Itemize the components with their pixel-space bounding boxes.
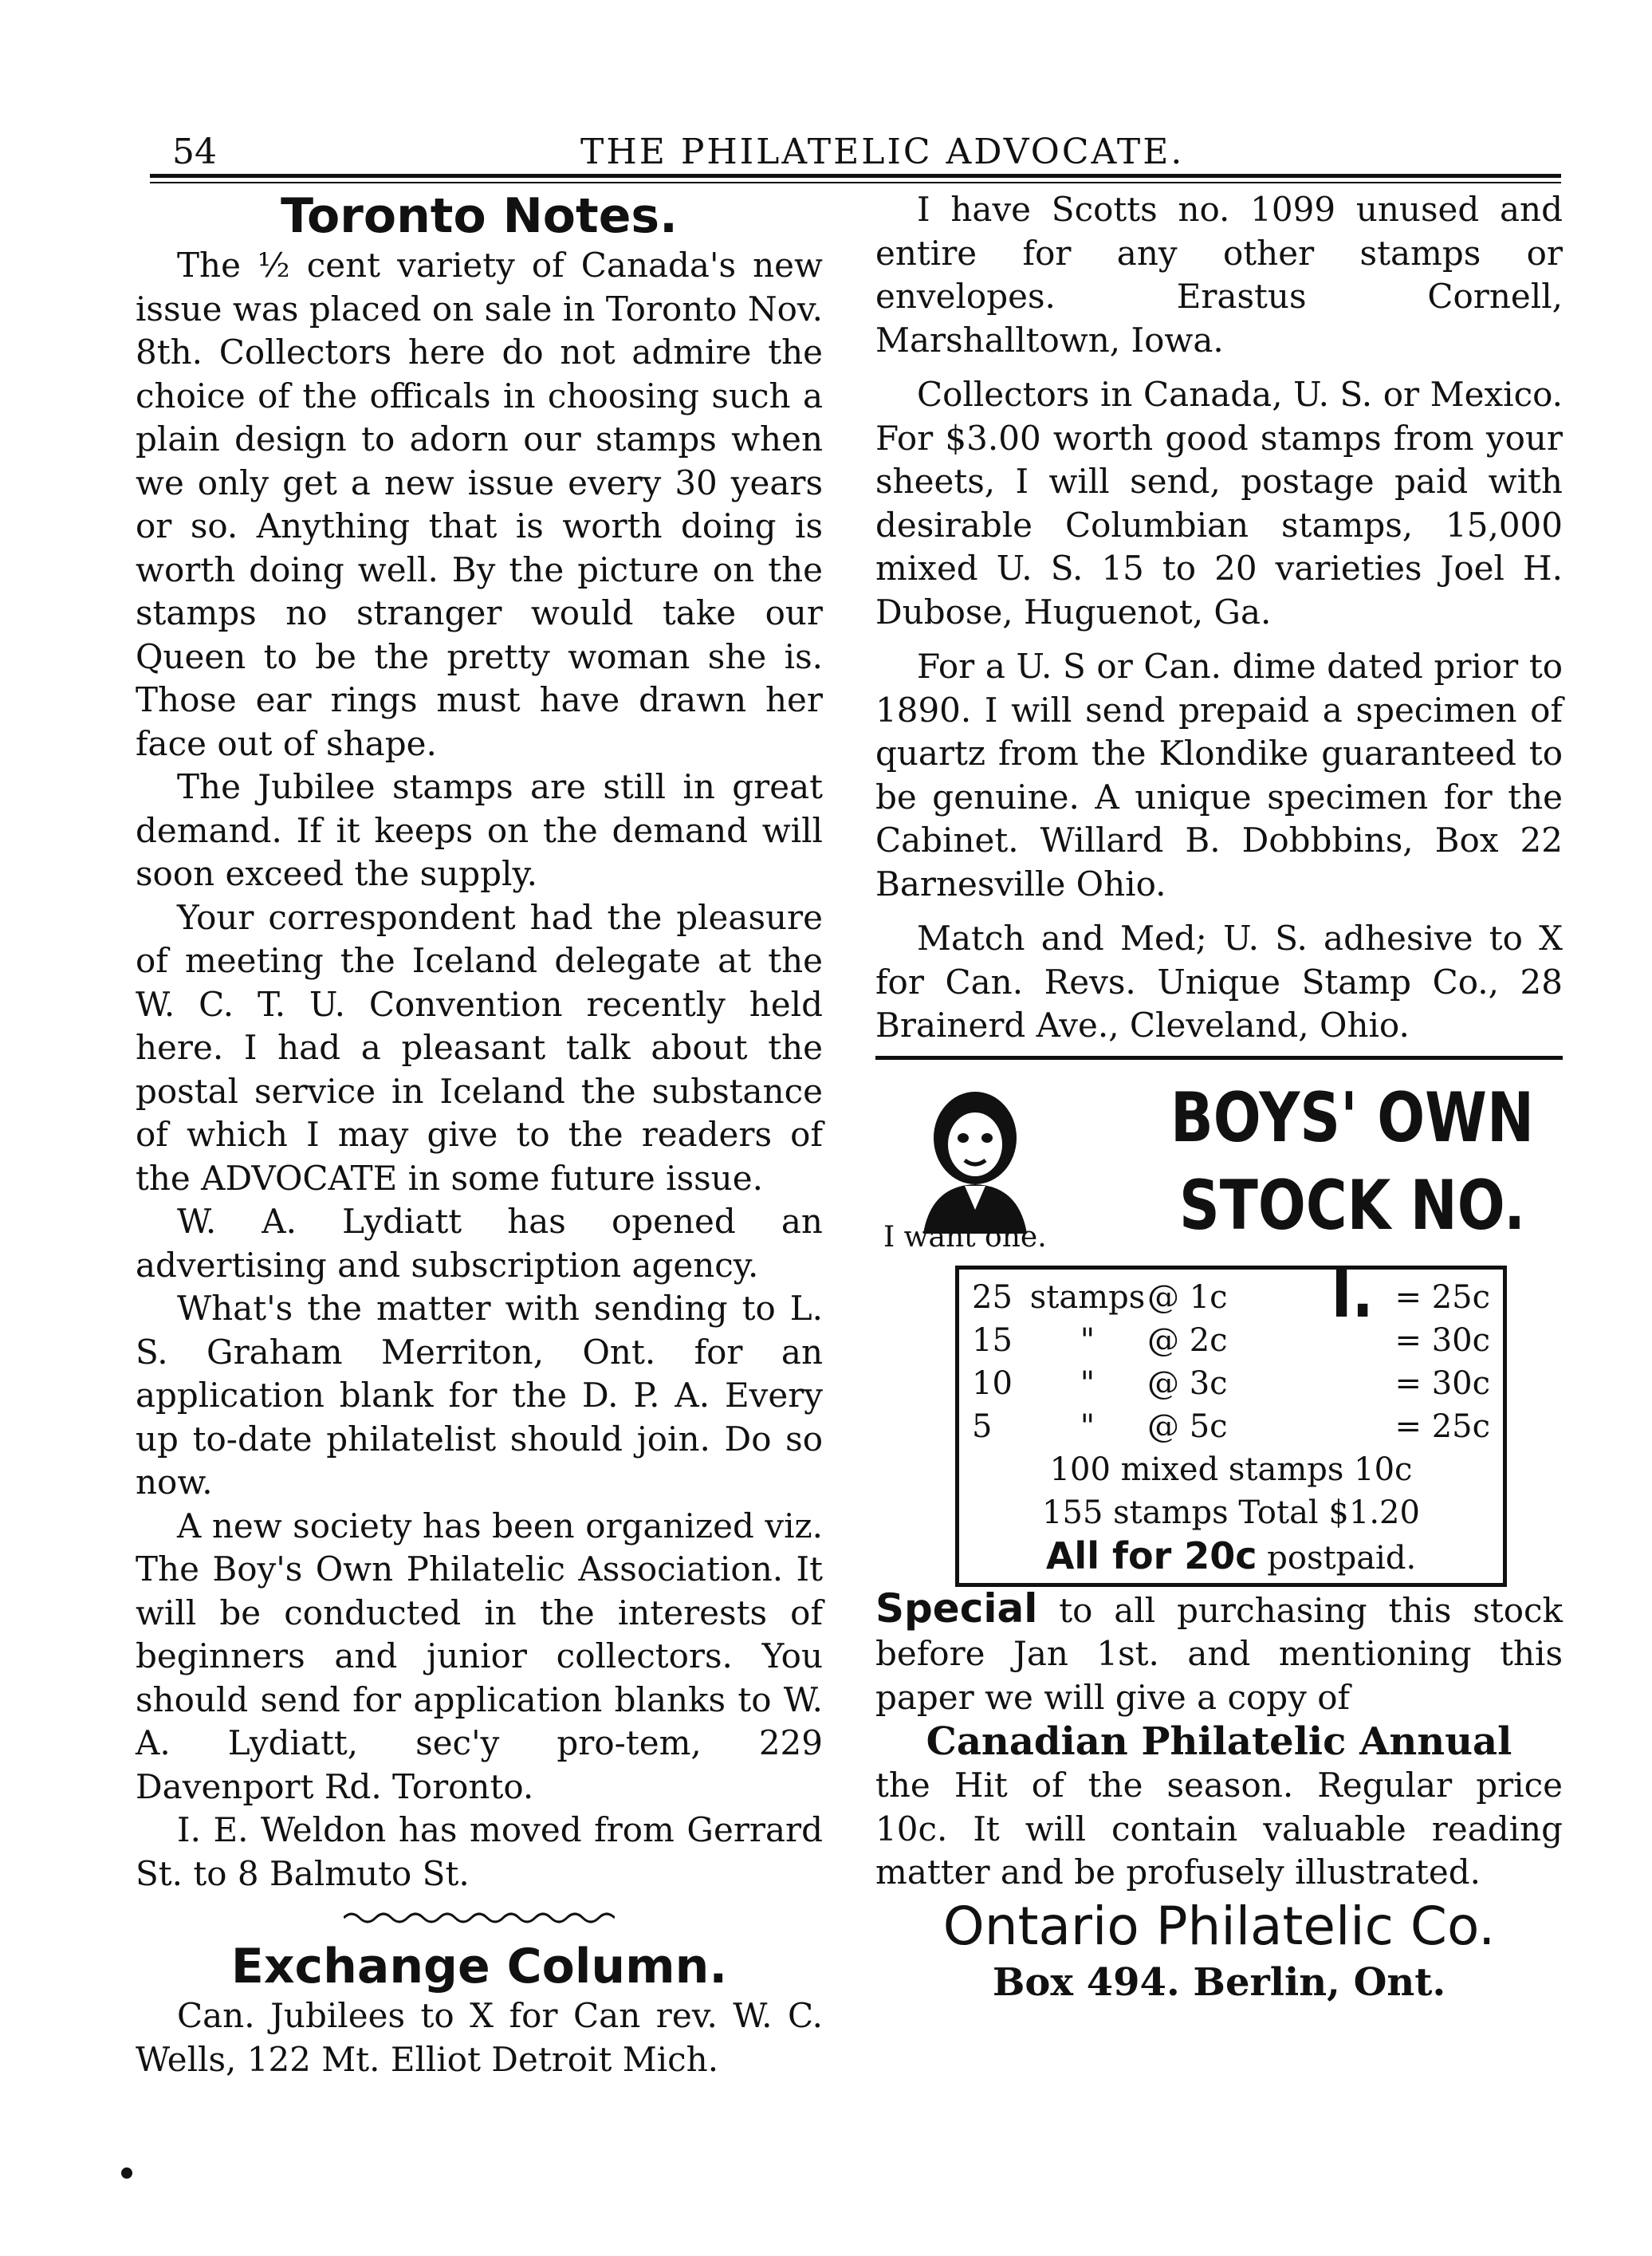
qty-cell: 15 — [972, 1321, 1013, 1359]
classified-ad: Match and Med; U. S. adhesive to X for Can. Revs. Unique Stamp Co., 28 Brainerd Ave., Cleveland, Ohio. — [875, 919, 1563, 1045]
special-text: to all purchasing this stock before Jan 1st. and mentioning this paper we will give a copy of — [875, 1590, 1564, 1717]
table-row — [972, 1534, 1490, 1580]
table-row — [972, 1448, 1490, 1491]
price-cell: @ 3c — [1147, 1364, 1228, 1402]
paragraph: Can. Jubilees to X for Can rev. W. C. Wells, 122 Mt. Elliot Detroit Mich. — [136, 1996, 823, 2079]
table-row — [972, 1405, 1490, 1448]
boys-own-line: BOYS' OWN — [1170, 1077, 1534, 1158]
wavy-divider — [136, 1907, 823, 1931]
qty-cell: 5 — [972, 1408, 993, 1445]
word-cell: " — [1080, 1321, 1095, 1359]
portrait-caption: I want one. — [883, 1220, 1047, 1254]
special-offer — [875, 1587, 1563, 1720]
word-cell: stamps — [1029, 1278, 1146, 1316]
qty-cell: 10 — [972, 1364, 1013, 1402]
total-row: 155 stamps Total $1.20 — [1042, 1494, 1420, 1531]
qty-cell: 25 — [972, 1278, 1013, 1316]
company-address: Box 494. Berlin, Ont. — [992, 1959, 1446, 2005]
table-row — [972, 1491, 1490, 1534]
running-title: THE PHILATELIC ADVOCATE. — [580, 132, 1185, 172]
total-cell: = 30c — [1394, 1321, 1490, 1359]
total-cell: = 25c — [1394, 1408, 1490, 1445]
toronto-notes-heading: Toronto Notes. — [281, 188, 678, 244]
ink-dot — [121, 2167, 132, 2179]
paragraph: I. E. Weldon has moved from Gerrard St. to 8 Balmuto St. — [136, 1810, 823, 1893]
company-name: Ontario Philatelic Co. — [942, 1895, 1496, 1957]
exchange-column-heading: Exchange Column. — [230, 1939, 728, 1994]
paragraph: What's the matter with sending to L. S. Graham Merriton, Ont. for an application blank for the D. P. A. Every up to-date philatelist should join. Do so now. — [136, 1289, 823, 1502]
table-row — [972, 1362, 1490, 1405]
paragraph: The Jubilee stamps are still in great demand. If it keeps on the demand will soon exceed the supply. — [136, 767, 823, 893]
price-cell: @ 1c — [1147, 1278, 1228, 1316]
paragraph: W. A. Lydiatt has opened an advertising and subscription agency. — [136, 1202, 823, 1285]
classified-ad: For a U. S or Can. dime dated prior to 1890. I will send prepaid a specimen of quartz from the Klondike guaranteed to be genuine. A unique specimen for the Cabinet. Willard B. Dobbbins, Box 22 Barnesville Ohio. — [875, 647, 1563, 904]
offer-row — [972, 1534, 1490, 1580]
total-cell: = 25c — [1394, 1278, 1490, 1316]
annual-title: Canadian Philatelic Annual — [926, 1719, 1512, 1764]
header-rule-thin — [150, 182, 1561, 183]
offer-price: All for 20c — [1045, 1534, 1257, 1577]
price-cell: @ 5c — [1147, 1408, 1228, 1445]
header-rule — [150, 174, 1561, 178]
total-cell: = 30c — [1394, 1364, 1490, 1402]
classified-ad: I have Scotts no. 1099 unused and entire for any other stamps or envelopes. Erastus Cornell, Marshalltown, Iowa. — [875, 190, 1563, 360]
special-word: Special — [875, 1585, 1038, 1632]
boys-own-title — [1169, 1074, 1535, 1337]
mixed-stamps-row: 100 mixed stamps 10c — [1049, 1451, 1413, 1488]
stock-number-line: STOCK NO. I. — [1178, 1165, 1526, 1333]
page-header — [150, 132, 1541, 171]
page-number: 54 — [172, 132, 217, 172]
left-column — [136, 188, 823, 2081]
paragraph: The ½ cent variety of Canada's new issue was placed on sale in Toronto Nov. 8th. Collectors here do not admire the choice of the officals in choosing such a plain design to adorn our stamps when we only get a new issue every 30 years or so. Anything that is worth doing is worth doing well. By the picture on the stamps no stranger would take our Queen to be the pretty woman she is. Those ear rings must have drawn her face out of shape. — [136, 246, 823, 763]
paragraph: A new society has been organized viz. The Boy's Own Philatelic Association. It will be conducted in the interests of beginners and junior collectors. You should send for application blanks to W. A. Lydiatt, sec'y pro-tem, 229 Davenport Rd. Toronto. — [136, 1506, 823, 1806]
word-cell: " — [1080, 1364, 1095, 1402]
price-cell: @ 2c — [1147, 1321, 1228, 1359]
wavy-line-icon — [344, 1910, 615, 1926]
right-column — [875, 188, 1563, 2006]
classified-ad: Collectors in Canada, U. S. or Mexico. For $3.00 worth good stamps from your sheets, I will send, postage paid with desirable Columbian stamps, 15,000 mixed U. S. 15 to 20 varieties Joel H. Dubose, Huguenot, Ga. — [875, 375, 1563, 632]
offer-postpaid: postpaid. — [1267, 1539, 1417, 1577]
paragraph: Your correspondent had the pleasure of meeting the Iceland delegate at the W. C. T. U. Convention recently held here. I had a pleasant talk about the postal service in Iceland the substance of which I may give to the readers of the ADVOCATE in some future issue. — [136, 897, 823, 1198]
section-rule — [875, 1056, 1563, 1060]
annual-description: the Hit of the season. Regular price 10c. It will contain valuable reading matter and be profusely illustrated. — [875, 1766, 1563, 1892]
word-cell: " — [1080, 1408, 1095, 1445]
